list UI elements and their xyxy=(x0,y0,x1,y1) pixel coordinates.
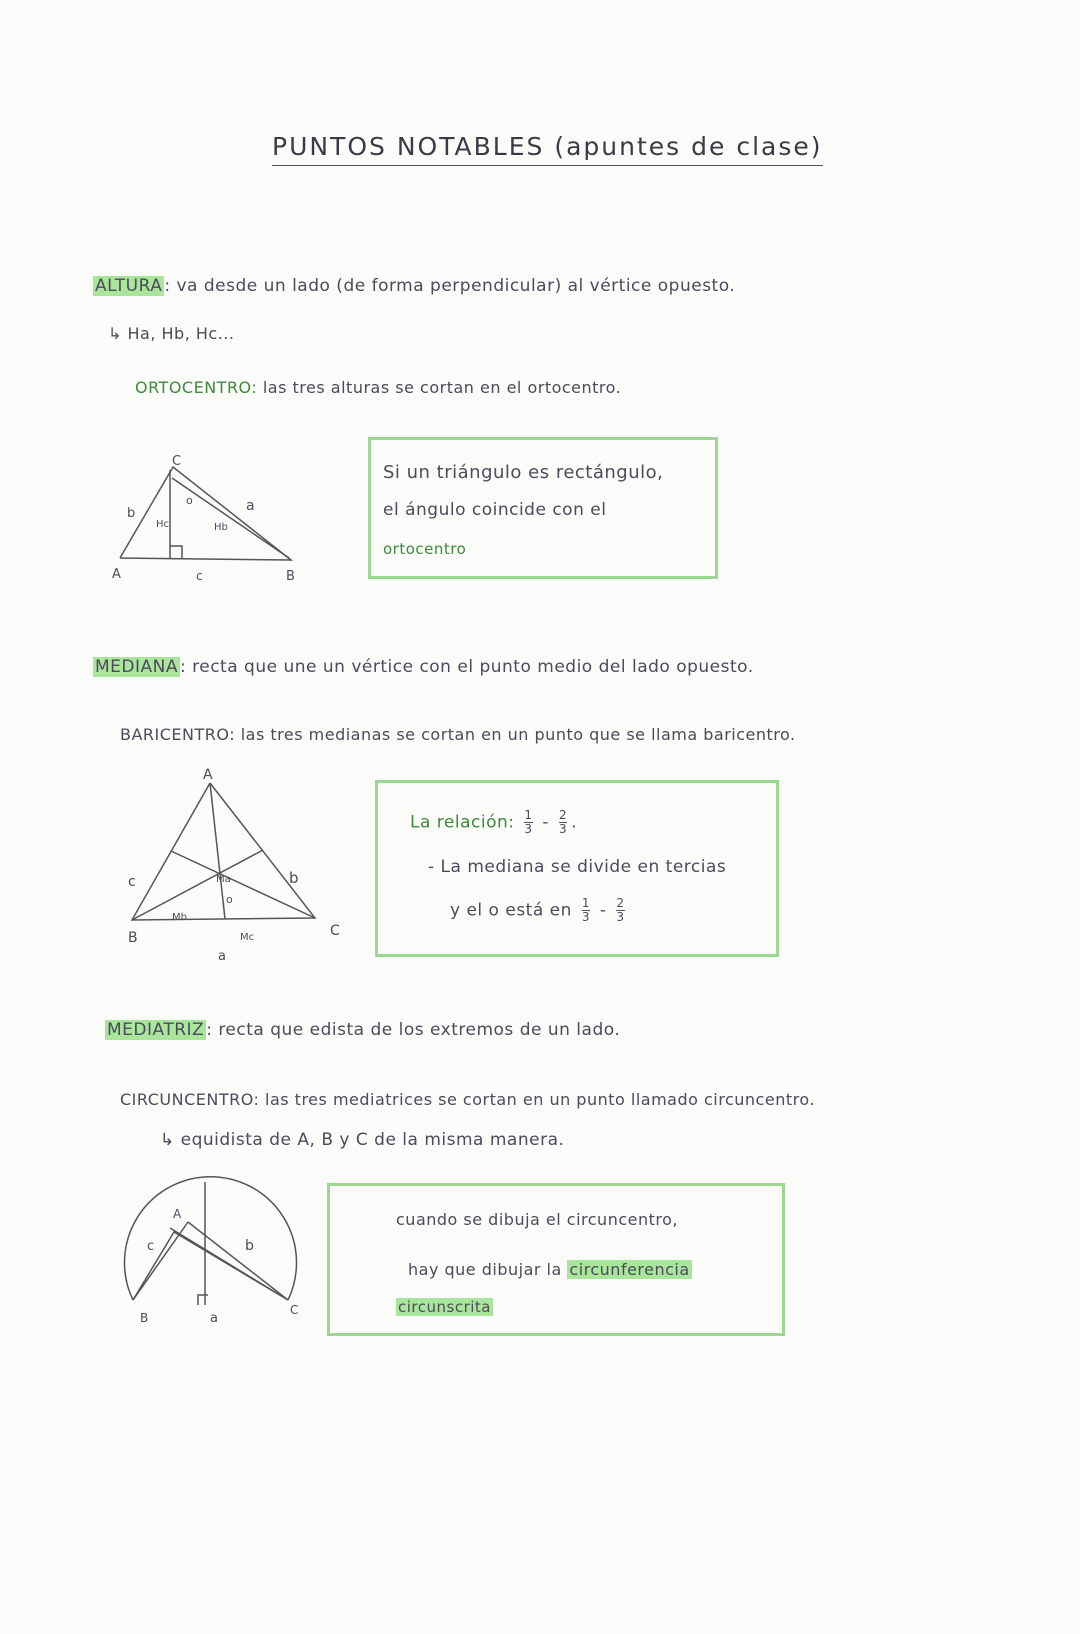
label-b: b xyxy=(289,869,299,887)
label-B: B xyxy=(286,569,295,584)
label-hc: Hc xyxy=(156,519,170,530)
side-c xyxy=(133,1222,188,1300)
baricentro-line xyxy=(120,725,796,744)
label-a: a xyxy=(246,498,255,514)
ortocentro-line xyxy=(135,378,621,397)
label-c: c xyxy=(128,874,136,890)
circuncentro-term: CIRCUNCENTRO: xyxy=(120,1090,260,1109)
label-C: C xyxy=(172,454,182,469)
baricentro-term: BARICENTRO: xyxy=(120,725,236,744)
altura-hb xyxy=(172,478,289,558)
right-angle-mark xyxy=(170,546,182,558)
box-highlight: ortocentro xyxy=(383,540,467,558)
mediatriz-term: MEDIATRIZ xyxy=(107,1020,205,1040)
mediatriz-definition xyxy=(105,1020,620,1040)
box-line: el ángulo coincide con el xyxy=(383,500,607,520)
label-mc: Mc xyxy=(240,932,255,943)
circuncentro-note: ↳ equidista de A, B y C de la misma manera. xyxy=(160,1130,565,1150)
circuncentro-note-box xyxy=(327,1183,785,1336)
box-line: circunscrita xyxy=(398,1298,491,1316)
altura-term: ALTURA xyxy=(95,276,163,296)
ortocentro-term: ORTOCENTRO: xyxy=(135,378,258,397)
label-o: o xyxy=(226,893,233,906)
altura-note: ↳ Ha, Hb, Hc... xyxy=(108,324,235,343)
circuncentro-text: las tres mediatrices se cortan en un punto llamado circuncentro. xyxy=(265,1090,815,1109)
ortocentro-note-box xyxy=(368,437,718,579)
right-angle-mark xyxy=(198,1295,208,1305)
altura-text: : va desde un lado (de forma perpendicular) al vértice opuesto. xyxy=(164,276,736,296)
mediana-definition xyxy=(93,657,754,677)
label-ma: Ma xyxy=(216,874,231,885)
baricentro-text: las tres medianas se cortan en un punto que se llama baricentro. xyxy=(240,725,796,744)
page-title: PUNTOS NOTABLES (apuntes de clase) xyxy=(272,132,823,166)
triangle-abc xyxy=(120,467,291,560)
mediatriz-text: : recta que edista de los extremos de un lado. xyxy=(206,1020,621,1040)
mediana-ma xyxy=(210,783,225,919)
label-C: C xyxy=(290,1303,299,1317)
label-A: A xyxy=(203,767,213,783)
mediana-term: MEDIANA xyxy=(95,657,178,677)
baricentro-note-box xyxy=(375,780,779,957)
label-c: c xyxy=(147,1239,155,1254)
side-b xyxy=(188,1222,288,1300)
label-A: A xyxy=(112,567,121,582)
altura-definition xyxy=(93,276,735,296)
box-line: y el o está en $\frac{1}{3}$ - $\frac{2}{3}$ xyxy=(450,896,625,924)
relacion-line: La relación: $\frac{1}{3}$ - $\frac{2}{3}$ . xyxy=(410,808,578,836)
label-c: c xyxy=(196,569,203,583)
label-o: o xyxy=(186,494,193,507)
label-b: b xyxy=(245,1238,254,1254)
label-A: A xyxy=(173,1207,182,1221)
label-a: a xyxy=(218,949,226,964)
circuncentro-line xyxy=(120,1090,815,1109)
fraction: $\frac{2}{3}$ xyxy=(558,808,568,836)
box-highlight: circunferencia xyxy=(569,1260,690,1279)
relacion-label: La relación: xyxy=(410,812,515,833)
ortocentro-text: las tres alturas se cortan en el ortocentro. xyxy=(262,378,622,397)
label-hb: Hb xyxy=(214,522,228,533)
label-C: C xyxy=(330,923,340,939)
mediana-text: : recta que une un vértice con el punto medio del lado opuesto. xyxy=(180,657,754,677)
box-line: hay que dibujar la circunferencia xyxy=(408,1260,690,1279)
label-B: B xyxy=(128,930,138,946)
box-line: - La mediana se divide en tercias xyxy=(428,857,727,877)
label-a: a xyxy=(210,1311,218,1326)
label-b: b xyxy=(127,506,136,521)
label-B: B xyxy=(140,1311,149,1325)
box-line: Si un triángulo es rectángulo, xyxy=(383,462,664,483)
box-line: cuando se dibuja el circuncentro, xyxy=(396,1210,678,1229)
fraction: $\frac{1}{3}$ xyxy=(524,808,533,836)
label-mb: Mb xyxy=(172,912,187,923)
